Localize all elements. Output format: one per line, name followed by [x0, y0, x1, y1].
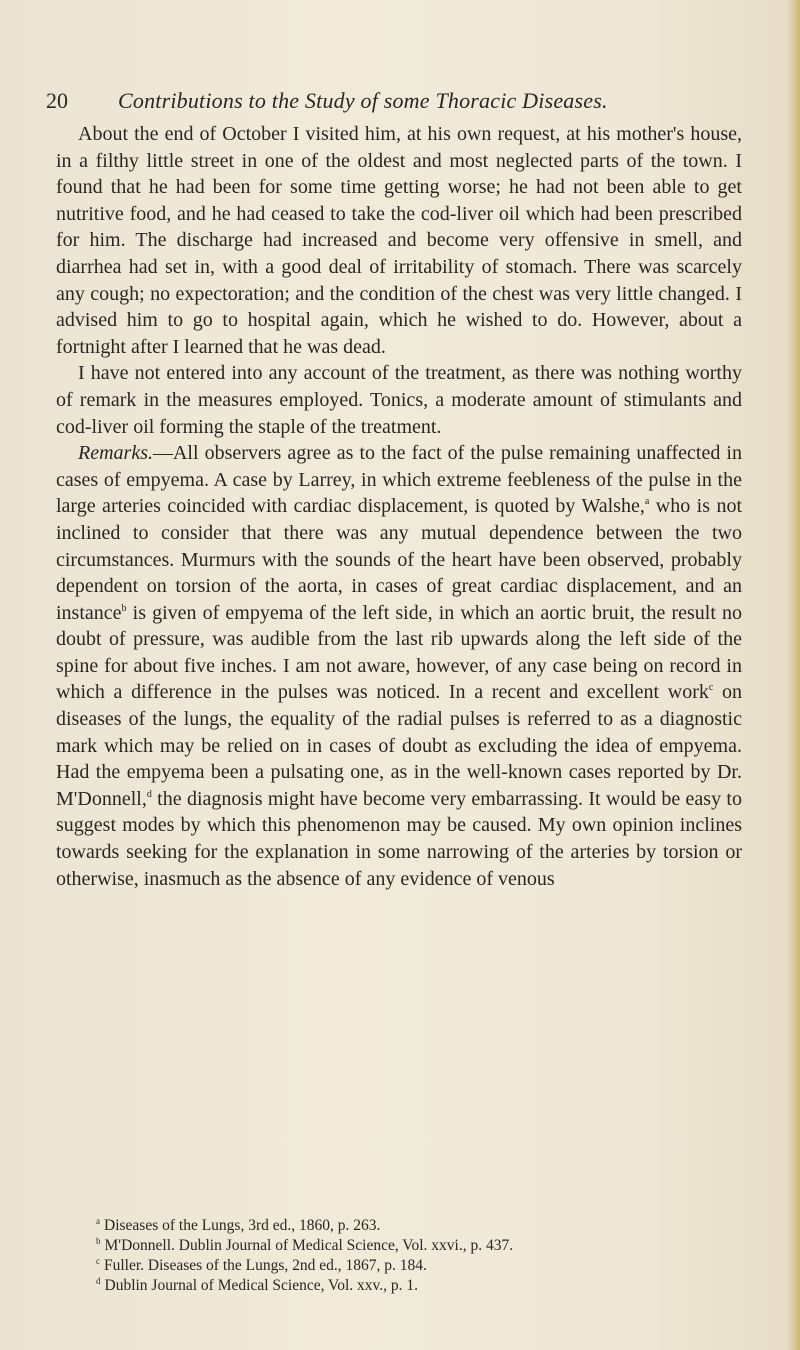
- footnote-mark: d: [96, 1276, 101, 1286]
- footnote-ref-a: a: [644, 496, 650, 508]
- footnote-text: M'Donnell. Dublin Journal of Medical Science, Vol. xxvi., p. 437.: [104, 1237, 514, 1254]
- page-header: [46, 86, 746, 116]
- footnote-b: [96, 1236, 736, 1256]
- footnote-c: [96, 1256, 736, 1276]
- footnote-mark: a: [96, 1216, 100, 1226]
- footnote-ref-b: b: [121, 602, 127, 614]
- paragraph-remarks: [56, 440, 742, 892]
- remarks-text-5: the diagnosis might have become very embarrassing. It would be easy to suggest modes by which this phenomenon may be caused. My own opinion inclines towards seeking for the explanation in some narrowing of the arteries by torsion or otherwise, inasmuch as the absence of any evidence of venous: [56, 787, 742, 890]
- remarks-text-2: who is not inclined to consider that there was any mutual dependence between the two circumstances. Murmurs with the sounds of the heart have been observed, probably dependent on torsion of the aorta, in cases of great cardiac displacement, and an instance: [56, 495, 743, 624]
- footnote-mark: c: [96, 1256, 100, 1266]
- footnote-ref-d: d: [146, 788, 152, 800]
- footnote-text: Fuller. Diseases of the Lungs, 2nd ed., 1867, p. 184.: [104, 1257, 427, 1274]
- paragraph-visit: About the end of October I visited him, at his own request, at his mother's house, in a filthy little street in one of the oldest and most neglected parts of the town. I found that he had been for some time getting worse; he had not been able to get nutritive food, and he had ceased to take the cod-liver oil which had been prescribed for him. The discharge had increased and become very offensive in smell, and diarrhea had set in, with a good deal of irritability of stomach. There was scarcely any cough; no expectoration; and the condition of the chest was very little changed. I advised him to go to hospital again, which he wished to do. However, about a fortnight after I learned that he was dead.: [56, 123, 742, 358]
- remarks-text-1: —All observers agree as to the fact of the pulse remaining unaffected in cases of empyema. A case by Larrey, in which extreme feebleness of the pulse in the large arteries coincided with cardiac displacement, is quoted by Walshe,: [56, 442, 742, 518]
- body-text: [56, 121, 742, 892]
- page-edge: [786, 0, 800, 1350]
- remarks-label: Remarks.: [78, 442, 153, 465]
- footnote-ref-c: c: [708, 682, 714, 694]
- footnote-a: [96, 1216, 736, 1236]
- footnote-d: [96, 1276, 736, 1296]
- paragraph-treatment: I have not entered into any account of the treatment, as there was nothing worthy of remark in the measures employed. Tonics, a moderate amount of stimulants and cod-liver oil forming the staple of the treatment.: [56, 362, 742, 438]
- page-number: 20: [46, 88, 68, 113]
- footnote-mark: b: [96, 1236, 101, 1246]
- footnotes: [96, 1216, 736, 1296]
- remarks-text-3: is given of empyema of the left side, in which an aortic bruit, the result no doubt of pressure, was audible from the last rib upwards along the left side of the spine for about five inches. I am not aware, however, of any case being on record in which a difference in the pulses was noticed. In a recent and excellent work: [56, 601, 742, 704]
- running-title: Contributions to the Study of some Thoracic Diseases.: [118, 88, 608, 113]
- footnote-text: Diseases of the Lungs, 3rd ed., 1860, p. 263.: [104, 1217, 381, 1234]
- remarks-text-4: on diseases of the lungs, the equality of the radial pulses is referred to as a diagnostic mark which may be relied on in cases of doubt as excluding the idea of empyema. Had the empyema been a pulsating one, as in the well-known cases reported by Dr. M'Donnell,: [56, 681, 742, 810]
- footnote-text: Dublin Journal of Medical Science, Vol. xxv., p. 1.: [104, 1277, 419, 1294]
